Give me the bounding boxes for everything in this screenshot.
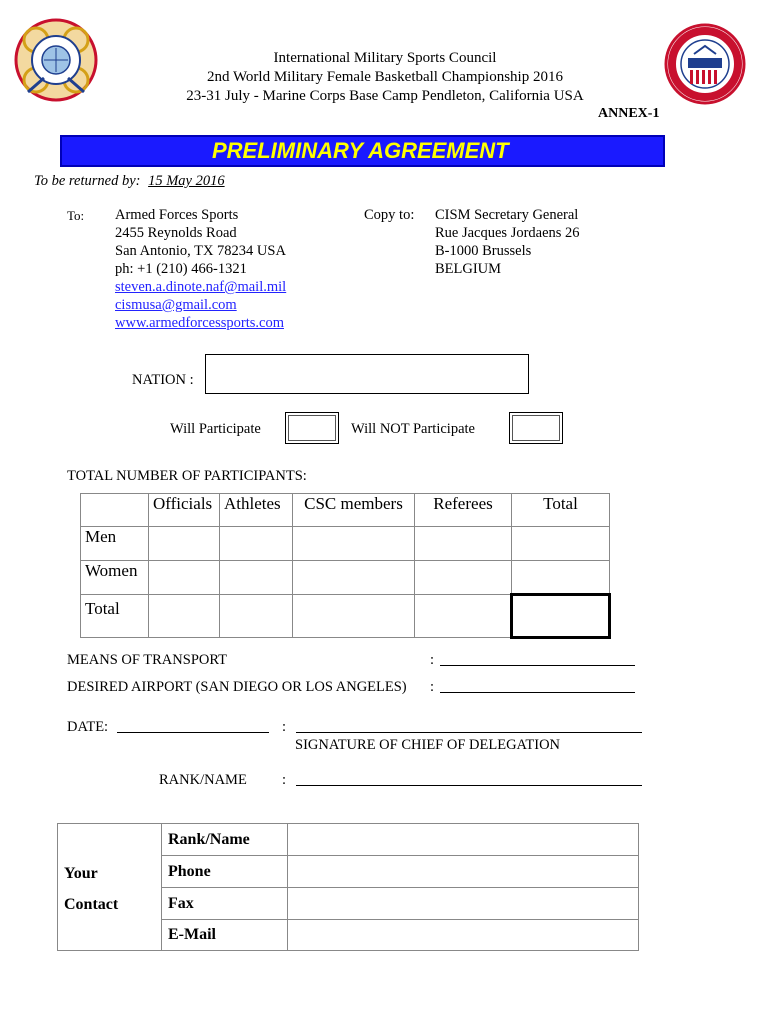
to-city: San Antonio, TX 78234 USA (115, 243, 286, 259)
nation-field[interactable] (205, 354, 529, 394)
will-participate-label: Will Participate (170, 421, 261, 437)
column-header-total: Total (512, 494, 610, 527)
annex-label: ANNEX-1 (598, 106, 660, 121)
cell-women-athletes[interactable] (220, 561, 293, 595)
return-by-date: 15 May 2016 (148, 173, 225, 189)
signature-field[interactable] (296, 717, 642, 733)
contact-input-fax[interactable] (288, 888, 639, 920)
column-header-officials: Officials (149, 494, 220, 527)
participants-heading: TOTAL NUMBER OF PARTICIPANTS: (67, 468, 307, 484)
desired-airport-colon: : (430, 679, 435, 695)
table-header-row (81, 494, 610, 527)
row-label-men: Men (81, 527, 149, 561)
return-by-label: To be returned by: (34, 173, 141, 189)
means-of-transport-label: MEANS OF TRANSPORT (67, 652, 228, 668)
to-phone: ph: +1 (210) 466-1321 (115, 261, 247, 277)
date-colon: : (282, 719, 287, 735)
page-title: PRELIMINARY AGREEMENT (212, 138, 509, 163)
table-row-total (81, 595, 610, 638)
return-by (34, 172, 225, 190)
row-label-women: Women (81, 561, 149, 595)
column-header-referees: Referees (415, 494, 512, 527)
contact-heading-contact: Contact (64, 896, 119, 913)
email-link-2[interactable]: cismusa@gmail.com (115, 297, 237, 313)
header-line-2: 2nd World Military Female Basketball Championship 2016 (207, 69, 563, 85)
will-participate-checkbox[interactable] (285, 412, 339, 444)
cell-men-total[interactable] (512, 527, 610, 561)
cell-total-csc-members[interactable] (293, 595, 415, 638)
cell-women-referees[interactable] (415, 561, 512, 595)
signature-label: SIGNATURE OF CHIEF OF DELEGATION (295, 737, 561, 753)
desired-airport-label: DESIRED AIRPORT (SAN DIEGO OR LOS ANGELES) (67, 679, 407, 695)
rank-name-colon: : (282, 772, 287, 788)
cell-men-athletes[interactable] (220, 527, 293, 561)
date-label: DATE: (67, 719, 109, 735)
cell-women-officials[interactable] (149, 561, 220, 595)
column-header-athletes: Athletes (220, 494, 293, 527)
to-name: Armed Forces Sports (115, 207, 239, 223)
to-label: To: (67, 208, 85, 223)
contact-heading-cell (58, 824, 162, 951)
contact-input-phone[interactable] (288, 856, 639, 888)
means-of-transport-colon: : (430, 652, 435, 668)
cell-total-athletes[interactable] (220, 595, 293, 638)
will-not-participate-label: Will NOT Participate (351, 421, 475, 437)
copy-to-line-1: CISM Secretary General (435, 207, 579, 223)
header-line-3: 23-31 July - Marine Corps Base Camp Pendleton, California USA (186, 88, 584, 104)
email-link-1[interactable]: steven.a.dinote.naf@mail.mil (115, 279, 287, 295)
cell-men-officials[interactable] (149, 527, 220, 561)
copy-to-line-4: BELGIUM (435, 261, 502, 277)
cell-grand-total[interactable] (512, 595, 610, 638)
website-link[interactable]: www.armedforcessports.com (115, 315, 284, 331)
row-label-total: Total (81, 595, 149, 638)
to-street: 2455 Reynolds Road (115, 225, 237, 241)
contact-input-email[interactable] (288, 920, 639, 951)
will-not-participate-checkbox[interactable] (509, 412, 563, 444)
contact-table (57, 823, 639, 951)
rank-name-label: RANK/NAME (159, 772, 247, 788)
cell-total-officials[interactable] (149, 595, 220, 638)
table-row-men (81, 527, 610, 561)
header-line-1: International Military Sports Council (273, 50, 497, 66)
copy-to-address (435, 206, 580, 278)
date-field[interactable] (117, 717, 269, 733)
cell-men-csc-members[interactable] (293, 527, 415, 561)
contact-row-rank-name (58, 824, 639, 856)
contact-heading-your: Your (64, 865, 98, 882)
table-corner-cell (81, 494, 149, 527)
copy-to-label: Copy to: (364, 207, 415, 223)
contact-label-fax: Fax (162, 888, 288, 920)
cell-women-total[interactable] (512, 561, 610, 595)
table-row-women (81, 561, 610, 595)
cell-men-referees[interactable] (415, 527, 512, 561)
contact-label-phone: Phone (162, 856, 288, 888)
contact-label-email: E-Mail (162, 920, 288, 951)
participants-table (80, 493, 611, 639)
title-banner (60, 135, 665, 167)
to-address (115, 206, 286, 332)
copy-to-line-3: B-1000 Brussels (435, 243, 532, 259)
contact-input-rank-name[interactable] (288, 824, 639, 856)
contact-label-rank-name: Rank/Name (162, 824, 288, 856)
column-header-csc-members: CSC members (293, 494, 415, 527)
means-of-transport-field[interactable] (440, 650, 635, 666)
copy-to-line-2: Rue Jacques Jordaens 26 (435, 225, 580, 241)
nation-label: NATION : (132, 372, 194, 388)
cell-total-referees[interactable] (415, 595, 512, 638)
desired-airport-field[interactable] (440, 677, 635, 693)
rank-name-field[interactable] (296, 770, 642, 786)
cell-women-csc-members[interactable] (293, 561, 415, 595)
